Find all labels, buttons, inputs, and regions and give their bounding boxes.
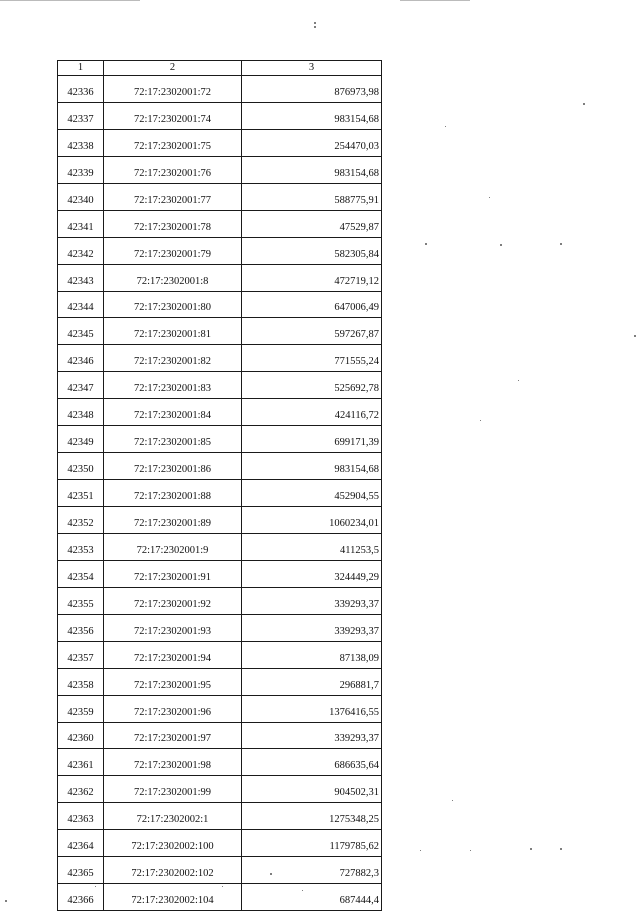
table-row <box>58 749 382 776</box>
table-row <box>58 372 382 399</box>
cadastral-number: 72:17:2302001:83 <box>104 372 242 399</box>
cadastral-number: 72:17:2302001:80 <box>104 291 242 318</box>
scan-edge-mark <box>400 0 470 1</box>
table-row <box>58 102 382 129</box>
cadastral-number: 72:17:2302001:89 <box>104 507 242 534</box>
scan-edge-mark <box>0 0 140 1</box>
cadastral-number: 72:17:2302001:72 <box>104 76 242 103</box>
table-row <box>58 803 382 830</box>
cadastral-number: 72:17:2302001:93 <box>104 614 242 641</box>
table-row <box>58 129 382 156</box>
row-number: 42361 <box>58 749 104 776</box>
cadastral-number: 72:17:2302001:97 <box>104 722 242 749</box>
cadastral-value: 727882,3 <box>242 857 382 884</box>
row-number: 42337 <box>58 102 104 129</box>
row-number: 42336 <box>58 76 104 103</box>
cadastral-number: 72:17:2302001:74 <box>104 102 242 129</box>
table-row <box>58 668 382 695</box>
cadastral-number: 72:17:2302001:88 <box>104 480 242 507</box>
table-row <box>58 830 382 857</box>
header-col-1: 1 <box>58 61 104 76</box>
header-col-2: 2 <box>104 61 242 76</box>
table-row <box>58 722 382 749</box>
cadastral-number: 72:17:2302002:104 <box>104 884 242 911</box>
cadastral-value: 1179785,62 <box>242 830 382 857</box>
row-number: 42359 <box>58 695 104 722</box>
table-row <box>58 857 382 884</box>
cadastral-number: 72:17:2302001:84 <box>104 399 242 426</box>
cadastral-value: 582305,84 <box>242 237 382 264</box>
cadastral-value: 687444,4 <box>242 884 382 911</box>
cadastral-number: 72:17:2302001:76 <box>104 156 242 183</box>
row-number: 42351 <box>58 480 104 507</box>
scan-speck <box>445 126 446 127</box>
table-row <box>58 237 382 264</box>
cadastral-number: 72:17:2302001:95 <box>104 668 242 695</box>
scan-speck <box>420 850 421 851</box>
table-row <box>58 264 382 291</box>
cadastral-number: 72:17:2302001:79 <box>104 237 242 264</box>
table-row <box>58 614 382 641</box>
cadastral-value: 597267,87 <box>242 318 382 345</box>
scan-speck <box>314 26 316 28</box>
cadastral-number: 72:17:2302001:82 <box>104 345 242 372</box>
row-number: 42348 <box>58 399 104 426</box>
row-number: 42349 <box>58 426 104 453</box>
cadastral-number: 72:17:2302001:98 <box>104 749 242 776</box>
scan-speck <box>470 850 471 851</box>
row-number: 42360 <box>58 722 104 749</box>
table-row <box>58 453 382 480</box>
cadastral-value: 1376416,55 <box>242 695 382 722</box>
scan-speck <box>583 103 585 105</box>
cadastral-number: 72:17:2302001:92 <box>104 587 242 614</box>
table-row <box>58 695 382 722</box>
scan-speck <box>500 244 502 246</box>
row-number: 42345 <box>58 318 104 345</box>
scan-speck <box>489 197 490 198</box>
table-row <box>58 183 382 210</box>
row-number: 42342 <box>58 237 104 264</box>
scan-speck <box>634 335 636 337</box>
row-number: 42358 <box>58 668 104 695</box>
row-number: 42341 <box>58 210 104 237</box>
cadastral-number: 72:17:2302002:100 <box>104 830 242 857</box>
cadastral-number: 72:17:2302002:1 <box>104 803 242 830</box>
cadastral-value: 771555,24 <box>242 345 382 372</box>
scan-speck <box>95 886 96 887</box>
row-number: 42366 <box>58 884 104 911</box>
table-header <box>58 61 382 76</box>
row-number: 42362 <box>58 776 104 803</box>
cadastral-number: 72:17:2302001:77 <box>104 183 242 210</box>
cadastral-value: 472719,12 <box>242 264 382 291</box>
row-number: 42354 <box>58 560 104 587</box>
cadastral-number: 72:17:2302001:9 <box>104 533 242 560</box>
cadastral-number: 72:17:2302001:78 <box>104 210 242 237</box>
cadastral-value: 876973,98 <box>242 76 382 103</box>
cadastral-value: 983154,68 <box>242 102 382 129</box>
scan-speck <box>560 848 562 850</box>
table-row <box>58 76 382 103</box>
table-row <box>58 533 382 560</box>
scan-speck <box>480 420 481 421</box>
row-number: 42344 <box>58 291 104 318</box>
table-row <box>58 399 382 426</box>
scan-speck <box>222 886 223 887</box>
cadastral-value: 452904,55 <box>242 480 382 507</box>
row-number: 42352 <box>58 507 104 534</box>
cadastral-number: 72:17:2302001:81 <box>104 318 242 345</box>
table-body <box>58 76 382 911</box>
row-number: 42357 <box>58 641 104 668</box>
cadastral-value: 686635,64 <box>242 749 382 776</box>
row-number: 42355 <box>58 587 104 614</box>
cadastral-number: 72:17:2302001:99 <box>104 776 242 803</box>
row-number: 42343 <box>58 264 104 291</box>
table-row <box>58 587 382 614</box>
row-number: 42365 <box>58 857 104 884</box>
cadastral-value: 1275348,25 <box>242 803 382 830</box>
table-row <box>58 480 382 507</box>
cadastral-number: 72:17:2302001:94 <box>104 641 242 668</box>
scan-speck <box>452 800 453 801</box>
cadastral-value: 87138,09 <box>242 641 382 668</box>
table-row <box>58 156 382 183</box>
cadastral-value: 254470,03 <box>242 129 382 156</box>
cadastral-value: 904502,31 <box>242 776 382 803</box>
table-row <box>58 318 382 345</box>
cadastral-value: 47529,87 <box>242 210 382 237</box>
scan-speck <box>314 22 316 24</box>
header-row <box>58 61 382 76</box>
cadastral-number: 72:17:2302002:102 <box>104 857 242 884</box>
table-row <box>58 507 382 534</box>
row-number: 42350 <box>58 453 104 480</box>
row-number: 42356 <box>58 614 104 641</box>
scan-speck <box>530 848 532 850</box>
cadastral-value: 983154,68 <box>242 453 382 480</box>
row-number: 42338 <box>58 129 104 156</box>
cadastral-value: 983154,68 <box>242 156 382 183</box>
scan-speck <box>5 900 7 902</box>
table-row <box>58 345 382 372</box>
cadastral-value: 525692,78 <box>242 372 382 399</box>
row-number: 42364 <box>58 830 104 857</box>
cadastral-value: 339293,37 <box>242 614 382 641</box>
cadastral-value: 411253,5 <box>242 533 382 560</box>
row-number: 42347 <box>58 372 104 399</box>
table-row <box>58 291 382 318</box>
row-number: 42339 <box>58 156 104 183</box>
cadastral-value: 647006,49 <box>242 291 382 318</box>
scan-speck <box>560 243 562 245</box>
row-number: 42353 <box>58 533 104 560</box>
cadastral-number: 72:17:2302001:75 <box>104 129 242 156</box>
cadastral-value: 424116,72 <box>242 399 382 426</box>
table-row <box>58 641 382 668</box>
table-row <box>58 560 382 587</box>
table-row <box>58 426 382 453</box>
cadastral-value-table <box>57 60 382 911</box>
cadastral-number: 72:17:2302001:8 <box>104 264 242 291</box>
cadastral-number: 72:17:2302001:86 <box>104 453 242 480</box>
row-number: 42346 <box>58 345 104 372</box>
scan-speck <box>425 243 427 245</box>
cadastral-value: 339293,37 <box>242 722 382 749</box>
header-col-3: 3 <box>242 61 382 76</box>
cadastral-value: 588775,91 <box>242 183 382 210</box>
scan-speck <box>518 380 519 381</box>
cadastral-value: 699171,39 <box>242 426 382 453</box>
cadastral-value: 324449,29 <box>242 560 382 587</box>
cadastral-value: 339293,37 <box>242 587 382 614</box>
cadastral-value: 1060234,01 <box>242 507 382 534</box>
cadastral-value: 296881,7 <box>242 668 382 695</box>
cadastral-number: 72:17:2302001:91 <box>104 560 242 587</box>
row-number: 42340 <box>58 183 104 210</box>
cadastral-number: 72:17:2302001:96 <box>104 695 242 722</box>
table-row <box>58 210 382 237</box>
table-row <box>58 776 382 803</box>
table-row <box>58 884 382 911</box>
row-number: 42363 <box>58 803 104 830</box>
scan-speck <box>270 873 272 875</box>
scan-speck <box>302 890 303 891</box>
cadastral-number: 72:17:2302001:85 <box>104 426 242 453</box>
